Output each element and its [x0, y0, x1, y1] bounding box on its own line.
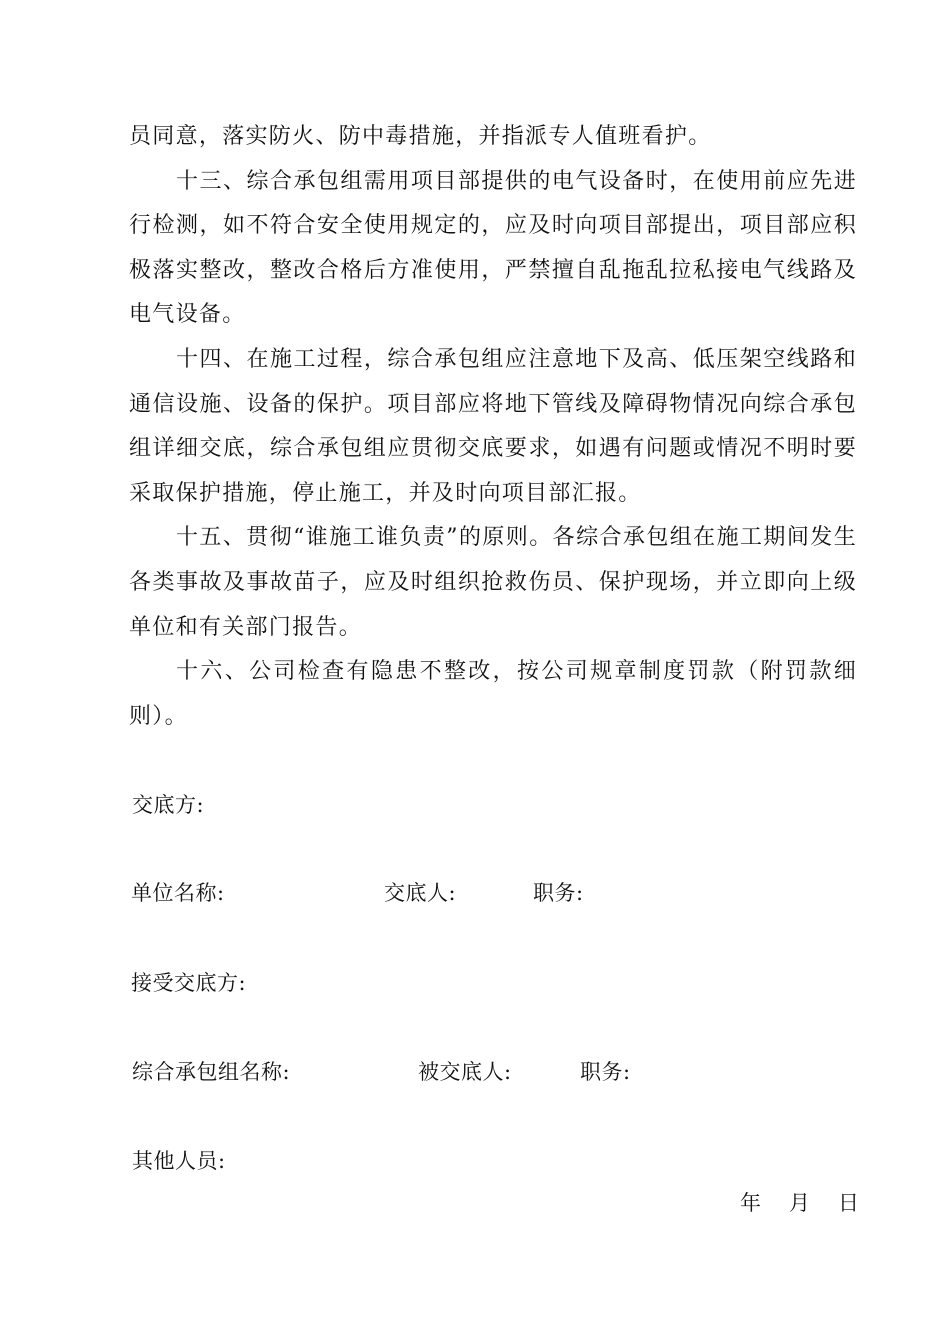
other-personnel-label: 其他人员:	[132, 1149, 226, 1173]
date-year-label: 年	[740, 1191, 762, 1215]
receiving-party-label: 接受交底方:	[131, 971, 247, 995]
handover-person-label: 交底人:	[384, 881, 457, 905]
paragraph-clause-14: 十四、在施工过程，综合承包组应注意地下及高、低压架空线路和通信设施、设备的保护。项目部应将地下管线及障碍物情况向综合承包组详细交底，综合承包组应贯彻交底要求，如遇有问题或情况不明时要采取保护措施，停止施工，并及时向项目部汇报。	[129, 346, 857, 506]
paragraph-clause-15: 十五、贯彻“谁施工谁负责”的原则。各综合承包组在施工期间发生各类事故及事故苗子，应及时组织抢救伤员、保护现场，并立即向上级单位和有关部门报告。	[129, 525, 857, 640]
paragraph-continuation: 员同意，落实防火、防中毒措施，并指派专人值班看护。	[129, 124, 712, 149]
receiver-label: 被交底人:	[418, 1060, 512, 1084]
unit-name-label: 单位名称:	[131, 881, 225, 905]
paragraph-clause-13: 十三、综合承包组需用项目部提供的电气设备时，在使用前应先进行检测，如不符合安全使用规定的，应及时向项目部提出，项目部应积极落实整改，整改合格后方准使用，严禁擅自乱拖乱拉私接电气线路及电气设备。	[129, 168, 857, 328]
position-label-1: 职务:	[533, 881, 584, 905]
position-label-2: 职务:	[580, 1060, 631, 1084]
paragraph-clause-16: 十六、公司检查有隐患不整改，按公司规章制度罚款（附罚款细则）。	[129, 659, 857, 729]
group-name-label: 综合承包组名称:	[132, 1060, 291, 1084]
handover-party-label: 交底方:	[132, 793, 205, 817]
document-body	[129, 115, 857, 739]
date-day-label: 日	[838, 1191, 860, 1215]
date-month-label: 月	[789, 1191, 811, 1215]
